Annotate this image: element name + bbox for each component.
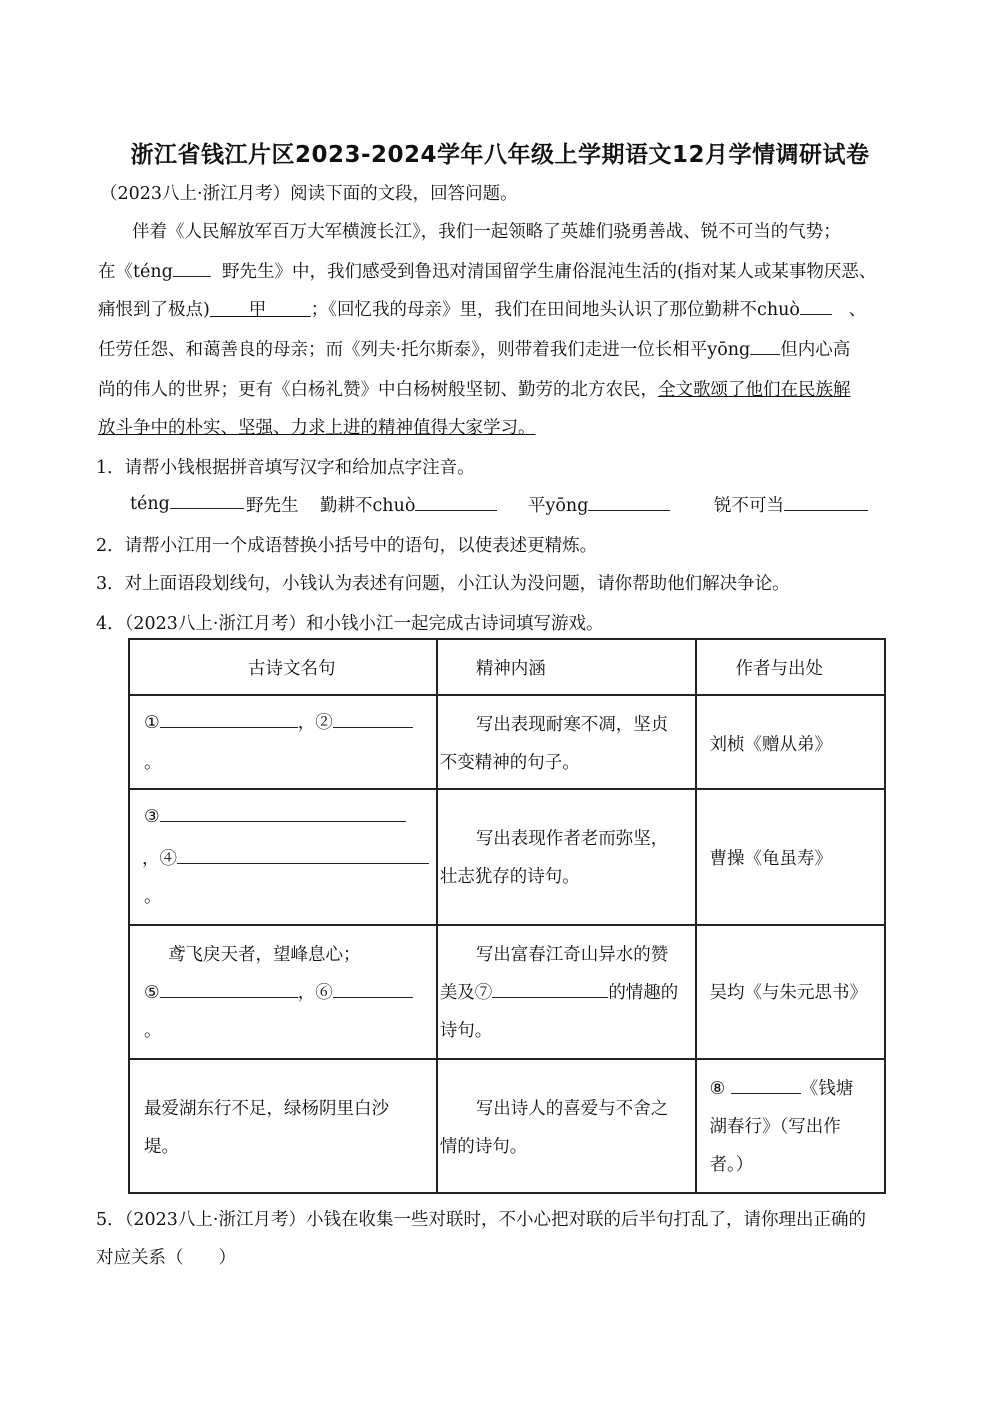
r3-poem-end: 。 (144, 1021, 162, 1041)
q1-item-yong: 平yōng (528, 492, 670, 517)
r1-spirit-b: 不变精神的句子。 (439, 753, 580, 773)
passage-line-6: 放斗争中的朴实、坚强、力求上进的精神值得大家学习。 (98, 418, 536, 438)
r2-poem-line-a: ③ (144, 805, 406, 827)
table-row (129, 1059, 885, 1193)
header-spirit: 精神内涵 (475, 659, 546, 679)
table-row (129, 789, 885, 925)
blank-3[interactable] (160, 805, 406, 822)
passage-line-5: 尚的伟人的世界；更有《白杨礼赞》中白杨树般坚韧、勤劳的北方农民，全文歌颂了他们在民族解 (98, 380, 851, 400)
r2-spirit-a: 写出表现作者老而弥坚， (475, 829, 669, 849)
table-row (129, 925, 885, 1059)
r4-poem-line-a: 最爱湖东行不足，绿杨阴里白沙 (144, 1099, 389, 1119)
passage-line-4: 任劳任怨、和蔼善良的母亲；而《列夫·托尔斯泰》，则带着我们走进一位长相平yōng 但内心高 (98, 340, 851, 360)
blank-4[interactable] (177, 847, 429, 864)
blank-5[interactable] (160, 981, 298, 998)
r4-author-c: 者。） (709, 1155, 754, 1175)
question-2: 2．请帮小江用一个成语替换小括号中的语句，以使表述更精炼。 (96, 536, 598, 556)
passage-line-3: 痛恨到了极点) 甲 ；《回忆我的母亲》里，我们在田间地头认识了那位勤耕不chuò 、 (98, 300, 867, 320)
r1-poem-line: ① ，② (144, 709, 413, 734)
underlined-sentence: 全文歌颂了他们在民族解 (658, 380, 851, 400)
passage-line-2: 在《téng 野先生》中，我们感受到鲁迅对清国留学生庸俗混沌生活的(指对某人或某事物厌恶、 (98, 262, 877, 282)
question-4: 4．（2023八上·浙江月考）和小钱小江一起完成古诗词填写游戏。 (96, 614, 604, 634)
r3-spirit-c: 诗句。 (439, 1021, 493, 1041)
q1-blank-chuo[interactable] (415, 494, 497, 511)
question-3: 3．对上面语段划线句，小钱认为表述有问题，小江认为没问题，请你帮助他们解决争论。 (96, 574, 790, 594)
poem-table (128, 638, 886, 1194)
q1-item-dang: 锐不可当 (714, 492, 868, 517)
blank-2[interactable] (333, 711, 413, 728)
passage-line-1: 伴着《人民解放军百万大军横渡长江》，我们一起领略了英雄们骁勇善战、锐不可当的气势； (132, 222, 841, 242)
question-5: 5．（2023八上·浙江月考）小钱在收集一些对联时，不小心把对联的后半句打乱了，请你理出正确的 (96, 1210, 866, 1230)
table-header-row (129, 639, 885, 695)
r1-author: 刘桢《赠从弟》 (709, 735, 832, 755)
q1-item-chuo: 勤耕不chuò (320, 492, 497, 517)
blank-6[interactable] (333, 981, 413, 998)
header-poem-lines: 古诗文名句 (248, 659, 336, 679)
header-author: 作者与出处 (735, 659, 823, 679)
q1-item-yexiansheng: 野先生 (246, 496, 299, 516)
question-1: 1．请帮小钱根据拼音填写汉字和给加点字注音。 (96, 458, 475, 478)
q1-blank-yong[interactable] (588, 494, 670, 511)
q1-blank-teng[interactable] (170, 492, 244, 509)
blank-8[interactable] (731, 1077, 801, 1094)
r1-poem-end: 。 (144, 753, 162, 773)
r2-poem-end: 。 (144, 887, 162, 907)
intro-source: （2023八上·浙江月考）阅读下面的文段，回答问题。 (100, 184, 518, 204)
r4-author-b: 湖春行》（写出作 (709, 1117, 841, 1137)
r4-poem-line-b: 堤。 (144, 1137, 179, 1157)
q1-blank-dang[interactable] (784, 494, 868, 511)
blank-7[interactable] (492, 981, 608, 998)
r3-spirit-a: 写出富春江奇山异水的赞 (475, 945, 669, 965)
r4-spirit-b: 情的诗句。 (439, 1137, 528, 1157)
r4-author-a: ⑧ 《钱塘 (709, 1079, 854, 1099)
r3-poem-line-a: 鸢飞戾天者，望峰息心； (168, 945, 361, 965)
blank-1[interactable] (160, 711, 298, 728)
table-row (129, 695, 885, 789)
blank-jia[interactable]: 甲 (248, 300, 267, 320)
r2-author: 曹操《龟虽寿》 (709, 849, 832, 869)
r3-spirit-b: 美及⑦ 的情趣的 (439, 983, 679, 1003)
r3-author: 吴均《与朱元思书》 (709, 983, 867, 1003)
r2-poem-line-b: ，④ (142, 845, 429, 870)
blank-yong[interactable] (750, 338, 780, 355)
r3-poem-line-b: ⑤ ，⑥ (144, 979, 413, 1004)
blank-teng[interactable] (173, 260, 211, 277)
q1-item-teng: téng (130, 492, 244, 514)
question-5-cont: 对应关系（ ） (96, 1248, 236, 1268)
r2-spirit-b: 壮志犹存的诗句。 (439, 867, 580, 887)
blank-chuo[interactable] (800, 298, 832, 315)
r1-spirit-a: 写出表现耐寒不凋，坚贞 (475, 715, 669, 735)
r4-spirit-a: 写出诗人的喜爱与不舍之 (475, 1099, 669, 1119)
page-title: 浙江省钱江片区2023-2024学年八年级上学期语文12月学情调研试卷 (130, 142, 870, 168)
